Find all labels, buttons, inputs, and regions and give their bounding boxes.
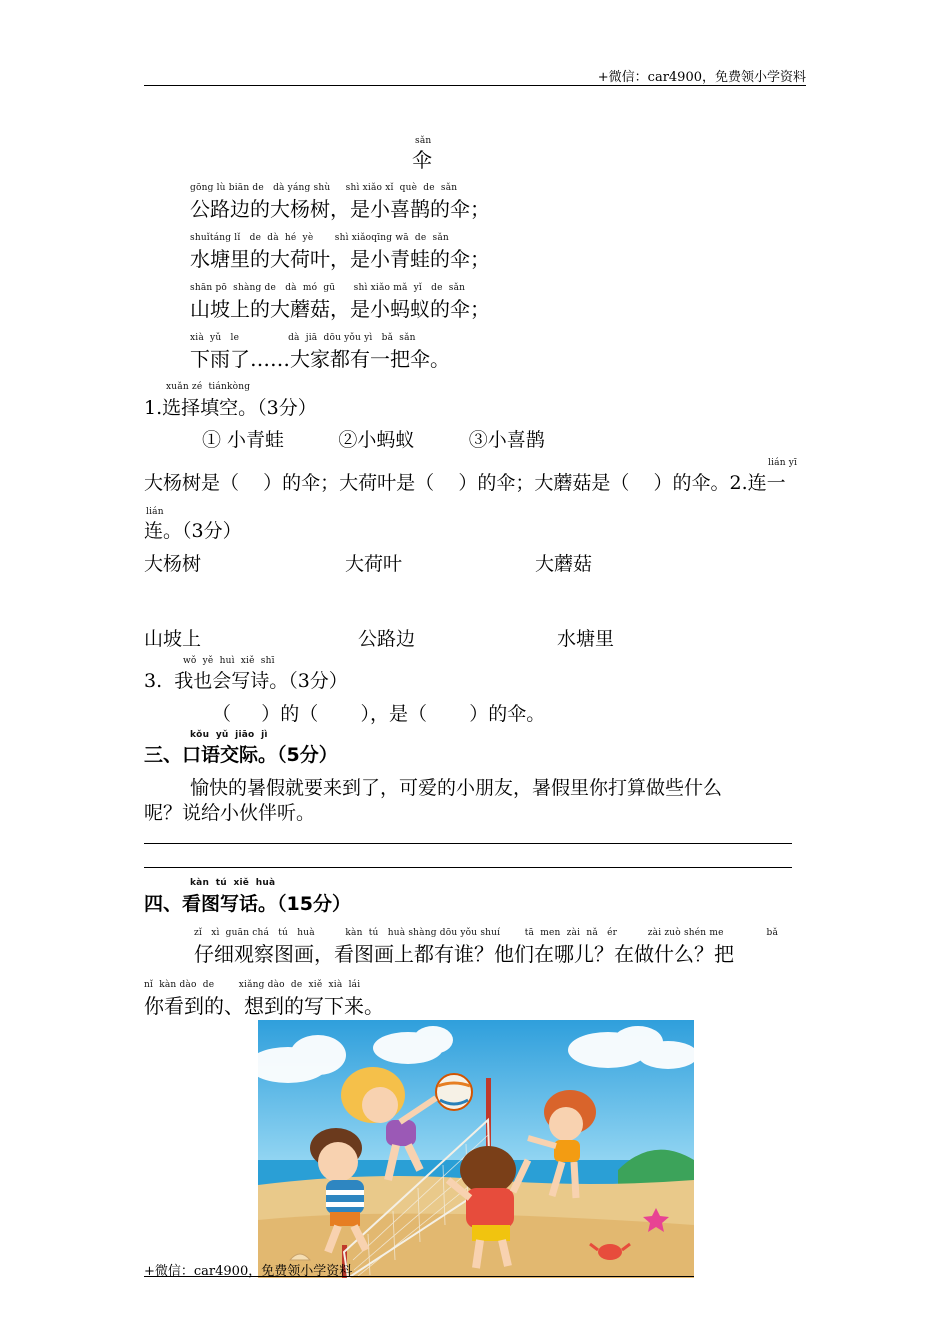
q2-bottom-item-1: 山坡上 — [144, 628, 202, 650]
q3-title: 3. 我也会写诗。（3分） — [144, 670, 348, 692]
q2-top-item-1: 大杨树 — [144, 553, 202, 575]
header-watermark: +微信：car4900，免费领小学资料 — [597, 70, 806, 85]
q2-bottom-item-3: 水塘里 — [557, 628, 615, 650]
section3-prompt-line2: 呢？说给小伙伴听。 — [144, 802, 316, 824]
section4-line1: 仔细观察图画，看图画上都有谁？他们在哪儿？在做什么？把 — [194, 942, 734, 966]
q1-options: ① 小青蛙 ②小蚂蚁 ③小喜鹊 — [202, 429, 545, 451]
section3-prompt-line1: 愉快的暑假就要来到了，可爱的小朋友，暑假里你打算做些什么 — [190, 777, 723, 799]
poem-title-pinyin: sǎn — [415, 136, 432, 146]
poem-line3-pinyin: shān pō shàng de dà mó gū shì xiǎo mǎ yǐ de sǎn — [190, 283, 466, 293]
poem-line4-pinyin: xià yǔ le dà jiā dōu yǒu yì bǎ sǎn — [190, 333, 416, 343]
poem-line3: 山坡上的大蘑菇，是小蚂蚁的伞； — [190, 297, 490, 321]
q3-blank-line: （ ）的（ ），是（ ）的伞。 — [212, 703, 546, 725]
q2-pinyin: lián — [146, 507, 164, 517]
section4-line2: 你看到的、想到的写下来。 — [144, 994, 384, 1018]
section4-line2-pinyin: nǐ kàn dào de xiǎng dào de xiě xià lái — [144, 980, 361, 990]
q1-fill-pinyin: lián yī — [768, 458, 798, 468]
q1-fill-blanks: 大杨树是（ ）的伞；大荷叶是（ ）的伞；大蘑菇是（ ）的伞。2.连一 — [144, 472, 786, 494]
footer-divider — [144, 1276, 694, 1277]
q2-bottom-item-2: 公路边 — [358, 628, 416, 650]
q2-title: 连。（3分） — [144, 520, 242, 542]
section4-pinyin: kàn tú xiě huà — [190, 878, 276, 888]
section3-pinyin: kǒu yǔ jiāo jì — [190, 730, 268, 740]
q3-pinyin: wǒ yě huì xiě shī — [183, 656, 275, 666]
q1-pinyin: xuǎn zé tiánkòng — [166, 382, 251, 392]
poem-line2-pinyin: shuǐtáng lǐ de dà hé yè shì xiǎoqīng wā de sǎn — [190, 233, 449, 243]
poem-line1: 公路边的大杨树，是小喜鹊的伞； — [190, 197, 490, 221]
q1-title: 1.选择填空。（3分） — [144, 397, 317, 419]
poem-line4: 下雨了……大家都有一把伞。 — [190, 347, 450, 371]
poem-title: 伞 — [412, 148, 432, 172]
section3-title: 三、口语交际。（5分） — [144, 744, 338, 766]
poem-line1-pinyin: gōng lù biān de dà yáng shù shì xiǎo xǐ què de sǎn — [190, 183, 458, 193]
q2-top-item-2: 大荷叶 — [345, 553, 403, 575]
section4-title: 四、看图写话。（15分） — [144, 893, 351, 915]
answer-line-1[interactable] — [144, 843, 792, 844]
section4-line1-pinyin: zǐ xì guān chá tú huà kàn tú huà shàng dōu yǒu shuí tā men zài nǎ ér zài zuò shén me bǎ — [194, 928, 779, 938]
footer-watermark: +微信：car4900，免费领小学资料 — [144, 1264, 353, 1279]
poem-line2: 水塘里的大荷叶，是小青蛙的伞； — [190, 247, 490, 271]
answer-line-2[interactable] — [144, 867, 792, 868]
beach-volleyball-illustration — [258, 1020, 694, 1278]
header-divider — [144, 85, 806, 86]
q2-top-item-3: 大蘑菇 — [535, 553, 593, 575]
